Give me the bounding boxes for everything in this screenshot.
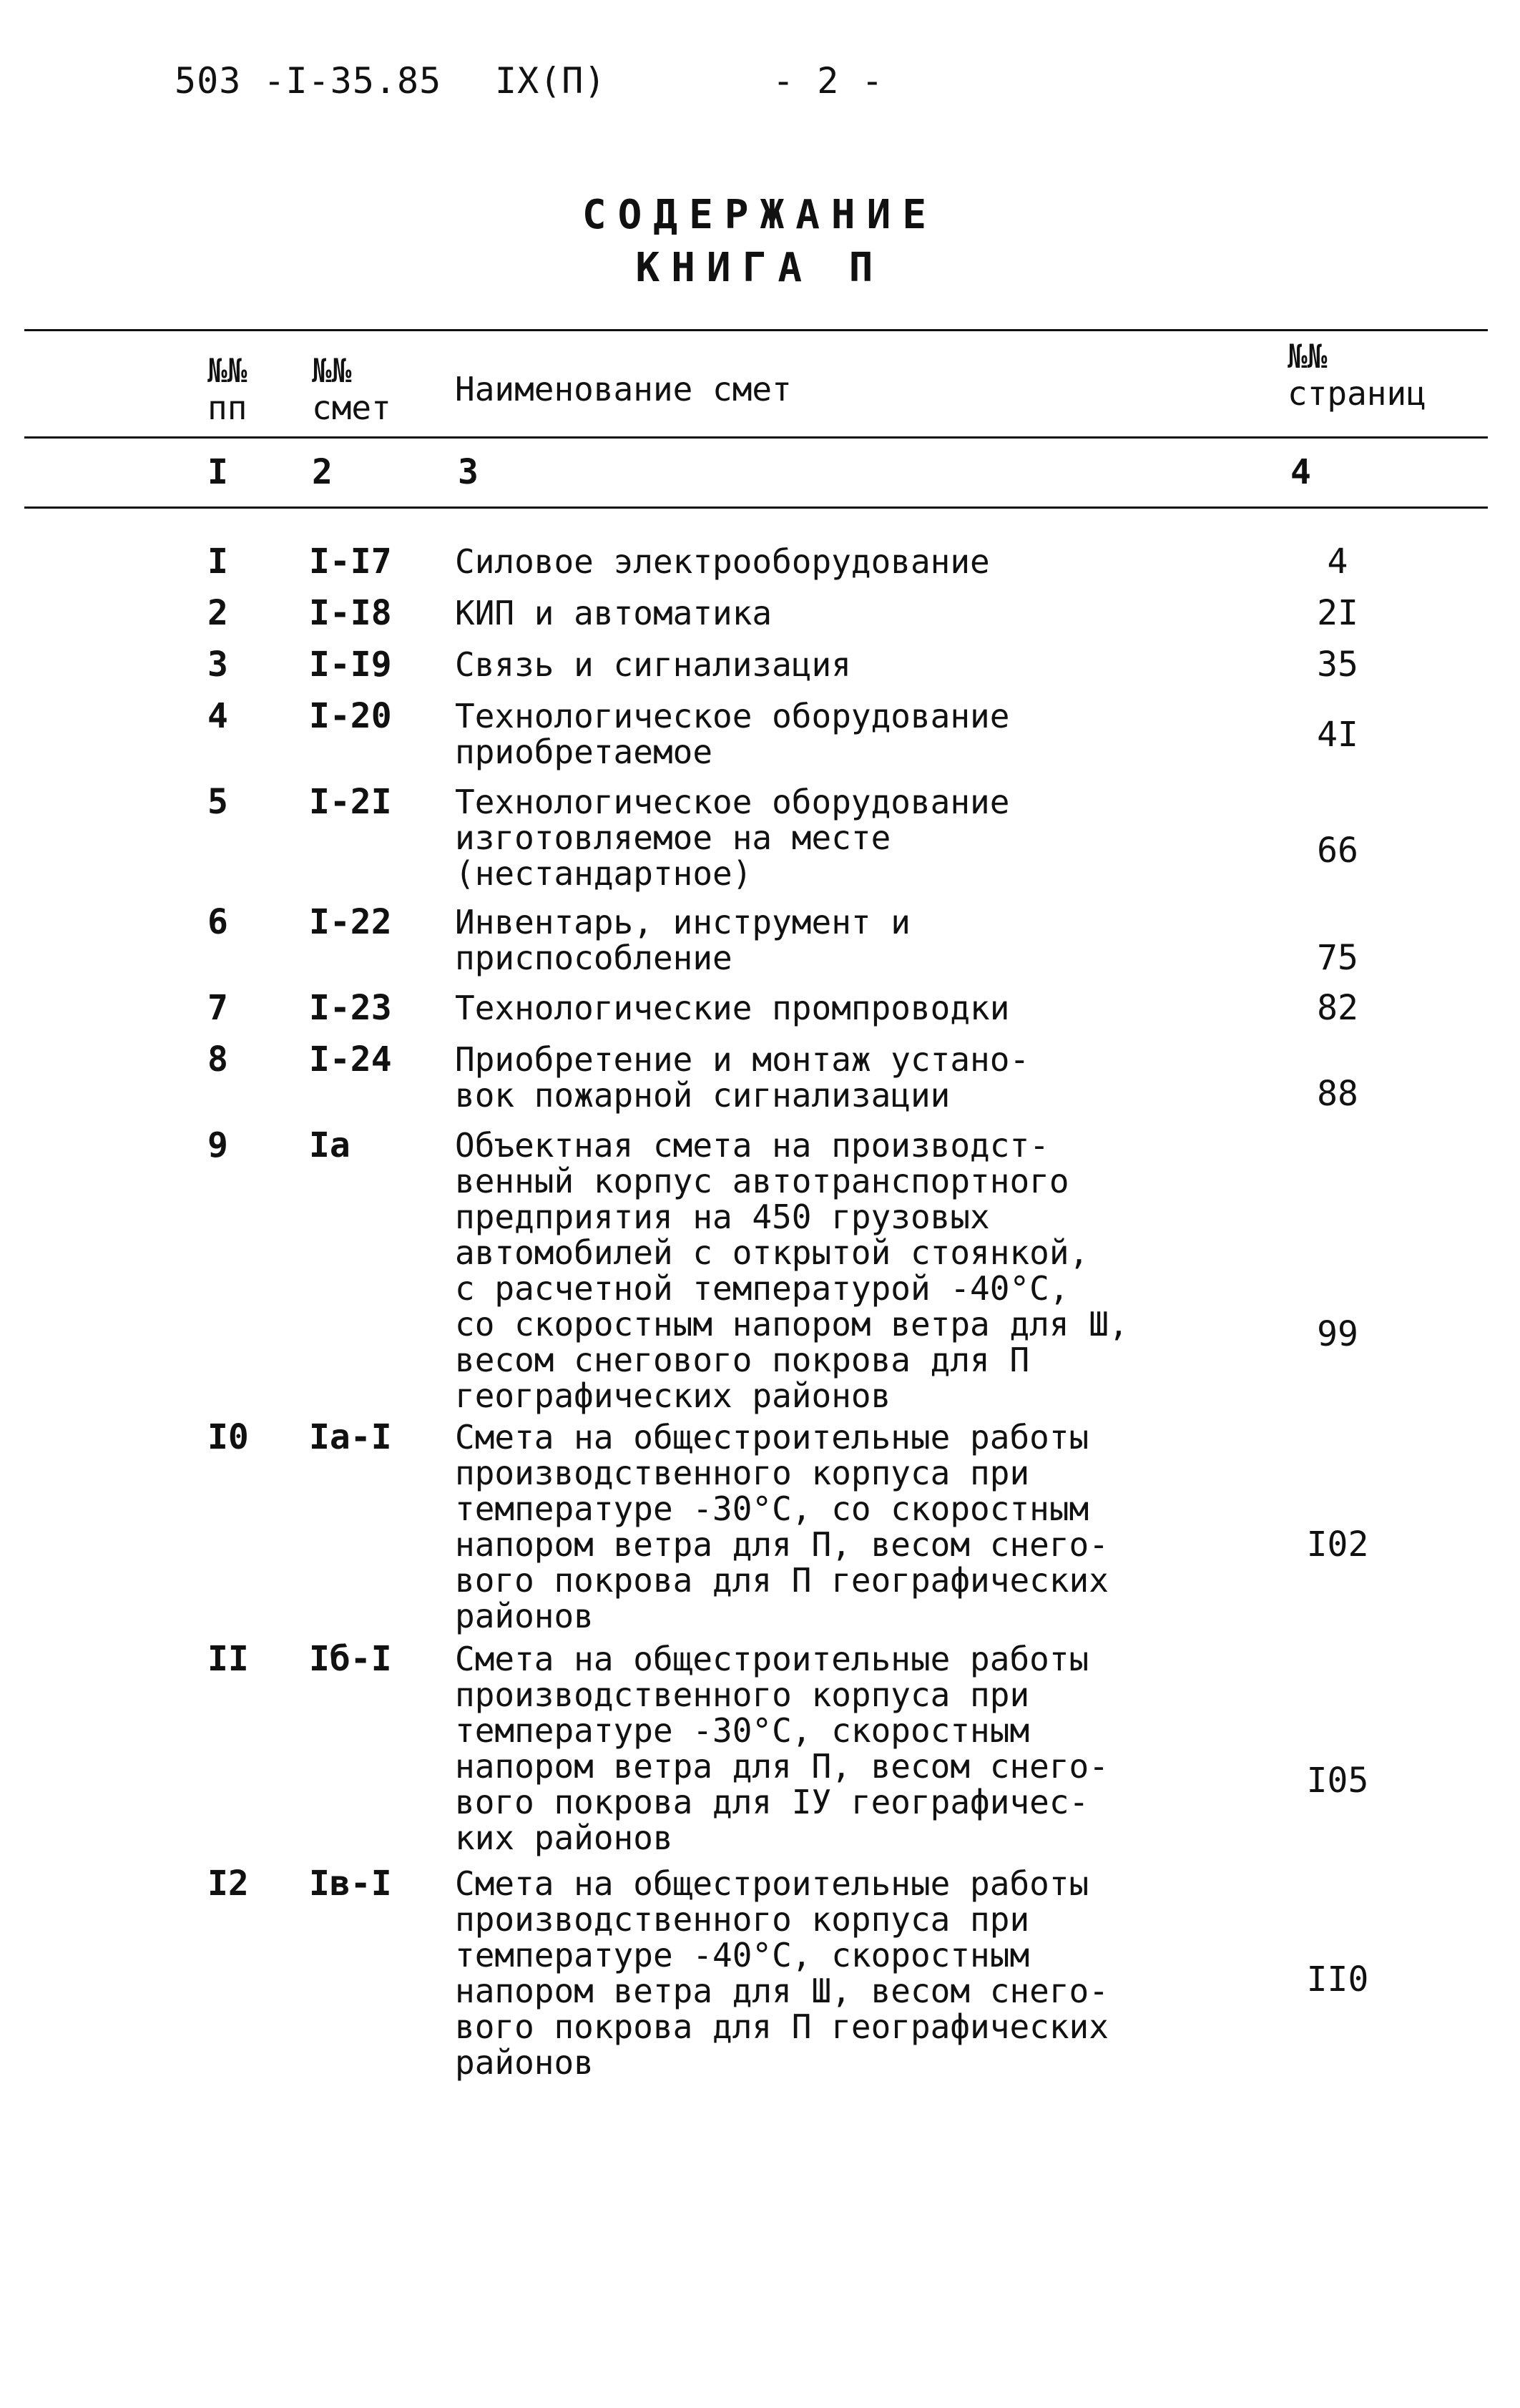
page-ref: I02 bbox=[1306, 1524, 1369, 1565]
page-ref: 4 bbox=[1327, 542, 1348, 582]
estimate-code: I-I8 bbox=[309, 593, 392, 633]
row-number: II bbox=[207, 1639, 249, 1679]
page-ref: 99 bbox=[1317, 1314, 1358, 1354]
estimate-code: Iа-I bbox=[309, 1417, 392, 1457]
estimate-code: I-22 bbox=[309, 902, 392, 942]
estimate-code: I-I9 bbox=[309, 645, 392, 685]
estimate-name: Технологические промпроводки bbox=[455, 989, 1010, 1027]
row-number: I0 bbox=[207, 1417, 249, 1457]
column-number-1: I bbox=[207, 452, 228, 492]
row-number: 7 bbox=[207, 988, 228, 1028]
estimate-code: I-24 bbox=[309, 1039, 392, 1080]
col-page-label: страниц bbox=[1288, 374, 1426, 413]
col-code-label: смет bbox=[312, 388, 391, 427]
page-ref: 75 bbox=[1317, 938, 1358, 978]
row-number: I2 bbox=[207, 1864, 249, 1904]
page-ref: 88 bbox=[1317, 1074, 1358, 1114]
page-header bbox=[0, 60, 1520, 110]
page-title: СОДЕРЖАНИЕ bbox=[582, 192, 938, 238]
row-number: 4 bbox=[207, 696, 228, 736]
column-number-2: 2 bbox=[312, 452, 333, 492]
table-top-rule bbox=[24, 329, 1488, 331]
row-number: 2 bbox=[207, 593, 228, 633]
estimate-name: Смета на общестроительные работы производственного корпуса при температуре -30°С, скоростным напором ветра для П, весом снего- вого покрова для IУ географичес- ких районов bbox=[455, 1640, 1109, 1857]
estimate-code: I-I7 bbox=[309, 542, 392, 582]
estimate-code: Iв-I bbox=[309, 1864, 392, 1904]
row-number: 9 bbox=[207, 1125, 228, 1165]
page-ref: II0 bbox=[1306, 1959, 1369, 2000]
col-num-label: пп bbox=[207, 388, 247, 427]
estimate-code: Iа bbox=[309, 1125, 350, 1165]
col-num-header bbox=[207, 352, 247, 426]
estimate-name: Технологическое оборудование изготовляемое на месте (нестандартное) bbox=[455, 783, 1010, 893]
estimate-name: Связь и сигнализация bbox=[455, 645, 851, 684]
document-code: 503 -I-35.85 bbox=[175, 60, 442, 102]
estimate-code: Iб-I bbox=[309, 1639, 392, 1679]
row-number: 8 bbox=[207, 1039, 228, 1080]
row-number: 5 bbox=[207, 782, 228, 822]
page-ref: 4I bbox=[1317, 715, 1358, 755]
page-ref: 66 bbox=[1317, 831, 1358, 871]
estimate-code: I-23 bbox=[309, 988, 392, 1028]
estimate-name: Силовое электрооборудование bbox=[455, 542, 990, 581]
estimate-code: I-2I bbox=[309, 782, 392, 822]
page-ref: 35 bbox=[1317, 645, 1358, 685]
column-numbers-rule bbox=[24, 506, 1488, 509]
estimate-name: КИП и автоматика bbox=[455, 594, 773, 632]
estimate-name: Объектная смета на производст- венный корпус автотранспортного предприятия на 450 грузовых автомобилей с открытой стоянкой, с расчетной температурой -40°С, со скоростным напором ветра для Ш, весом снегового покрова для П географических районов bbox=[455, 1126, 1129, 1415]
col-num-symbol: №№ bbox=[207, 351, 247, 390]
book-title: КНИГА П bbox=[635, 245, 885, 291]
col-page-header bbox=[1288, 338, 1426, 412]
page-number: - 2 - bbox=[773, 60, 884, 102]
estimate-name: Смета на общестроительные работы производственного корпуса при температуре -40°С, скоростным напором ветра для Ш, весом снего- вого покрова для П географических районов bbox=[455, 1864, 1109, 2082]
estimate-name: Инвентарь, инструмент и приспособление bbox=[455, 903, 911, 977]
estimate-name: Смета на общестроительные работы производственного корпуса при температуре -30°С, со скоростным напором ветра для П, весом снего- вого покрова для П географических районов bbox=[455, 1418, 1109, 1635]
row-number: 3 bbox=[207, 645, 228, 685]
header-rule bbox=[24, 436, 1488, 439]
document-part: IX(П) bbox=[495, 60, 607, 102]
col-code-header bbox=[312, 352, 391, 426]
col-code-symbol: №№ bbox=[312, 351, 352, 390]
col-name-header: Наименование смет bbox=[455, 370, 792, 408]
row-number: I bbox=[207, 542, 228, 582]
estimate-name: Приобретение и монтаж устано- вок пожарной сигнализации bbox=[455, 1040, 1030, 1115]
estimate-code: I-20 bbox=[309, 696, 392, 736]
col-page-symbol: №№ bbox=[1288, 337, 1328, 376]
page-ref: 2I bbox=[1317, 593, 1358, 633]
row-number: 6 bbox=[207, 902, 228, 942]
page-ref: 82 bbox=[1317, 988, 1358, 1028]
column-number-3: 3 bbox=[458, 452, 479, 492]
page-ref: I05 bbox=[1306, 1761, 1369, 1801]
column-number-4: 4 bbox=[1290, 452, 1311, 492]
estimate-name: Технологическое оборудование приобретаемое bbox=[455, 697, 1010, 771]
